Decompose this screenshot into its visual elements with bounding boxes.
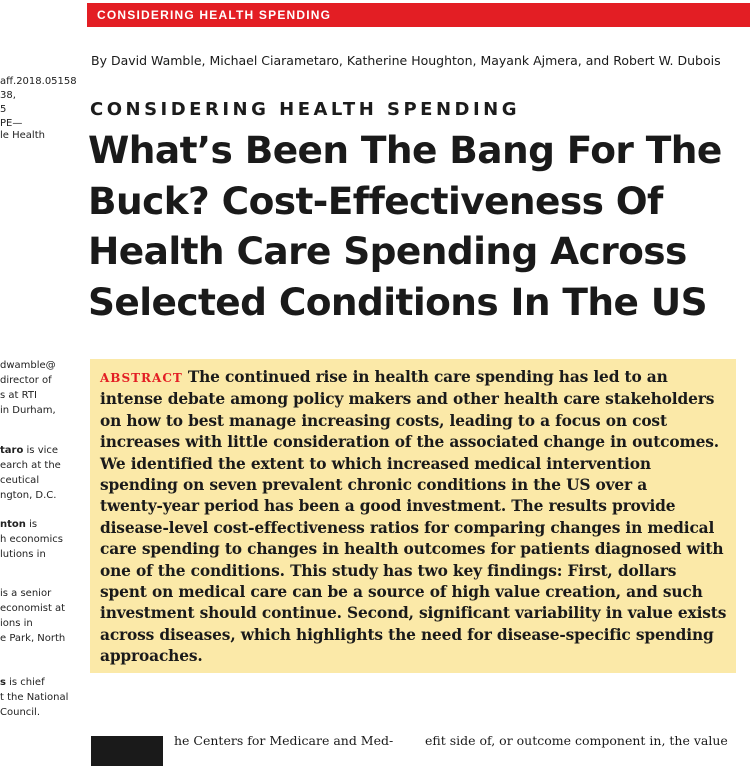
body-text-column-1: he Centers for Medicare and Med-	[174, 733, 394, 748]
abstract-line: across diseases, which highlights the need for disease-specific spending	[100, 625, 714, 644]
sidebar-line: PE—	[0, 118, 23, 129]
section-kicker: CONSIDERING HEALTH SPENDING	[90, 99, 521, 120]
abstract-box	[90, 359, 736, 673]
sidebar-line: taro is vice	[0, 445, 59, 456]
abstract-line	[100, 367, 726, 389]
abstract-line: We identified the extent to which increased medical intervention	[100, 454, 651, 473]
sidebar-line: earch at the	[0, 460, 61, 471]
sidebar-line: in Durham,	[0, 405, 56, 416]
margin-sidebar	[0, 0, 80, 750]
sidebar-line: lutions in	[0, 549, 46, 560]
title-line: Buck? Cost-Effectiveness Of	[88, 178, 663, 223]
sidebar-line: economist at	[0, 603, 66, 614]
abstract-line: care spending to changes in health outcomes for patients diagnosed with	[100, 540, 724, 559]
article-title	[88, 125, 748, 327]
sidebar-line: Council.	[0, 707, 41, 718]
section-banner-label: CONSIDERING HEALTH SPENDING	[97, 8, 332, 22]
sidebar-line: director of	[0, 375, 52, 386]
sidebar-line: le Health	[0, 130, 45, 141]
abstract-line: approaches.	[100, 647, 203, 666]
abstract-line: intense debate among policy makers and other health care stakeholders	[100, 390, 715, 409]
sidebar-line: ngton, D.C.	[0, 490, 57, 501]
sidebar-line: e Park, North	[0, 633, 66, 644]
abstract-label: ABSTRACT	[100, 371, 183, 385]
sidebar-line: s at RTI	[0, 390, 37, 401]
sidebar-line: nton is	[0, 519, 38, 530]
abstract-line: twenty-year period has been a good investment. The results provide	[100, 497, 676, 516]
title-line: Selected Conditions In The US	[88, 279, 708, 324]
abstract-line: on how to best manage increasing costs, leading to a focus on cost	[100, 411, 667, 430]
abstract-line-text: The continued rise in health care spending has led to an	[187, 368, 668, 386]
sidebar-line: ceutical	[0, 475, 40, 486]
sidebar-line: 5	[0, 104, 7, 115]
sidebar-line: t the National	[0, 692, 69, 703]
sidebar-line: is a senior	[0, 588, 52, 599]
abstract-line: spent on medical care can be a source of high value creation, and such	[100, 583, 703, 602]
sidebar-line: aff.2018.05158	[0, 76, 77, 87]
sidebar-line: 38,	[0, 90, 16, 101]
sidebar-line: ions in	[0, 618, 33, 629]
drop-cap	[91, 736, 163, 766]
abstract-line: investment should continue. Second, significant variability in value exists	[100, 604, 727, 623]
sidebar-line: h economics	[0, 534, 63, 545]
sidebar-line: s is chief	[0, 677, 45, 688]
abstract-line: spending on seven prevalent chronic conditions in the US over a	[100, 476, 648, 495]
abstract-line: one of the conditions. This study has two key findings: First, dollars	[100, 561, 677, 580]
section-banner	[87, 3, 750, 27]
abstract-line: disease-level cost-effectiveness ratios for comparing changes in medical	[100, 518, 715, 537]
sidebar-line: dwamble@	[0, 360, 56, 371]
abstract-line: increases with little consideration of the associated change in outcomes.	[100, 433, 720, 452]
body-text-column-2: efit side of, or outcome component in, the value	[425, 733, 728, 748]
title-line: Health Care Spending Across	[88, 229, 687, 273]
author-byline: By David Wamble, Michael Ciarametaro, Katherine Houghton, Mayank Ajmera, and Robert W. Dubois	[91, 53, 721, 68]
title-line: What’s Been The Bang For The	[88, 128, 722, 172]
